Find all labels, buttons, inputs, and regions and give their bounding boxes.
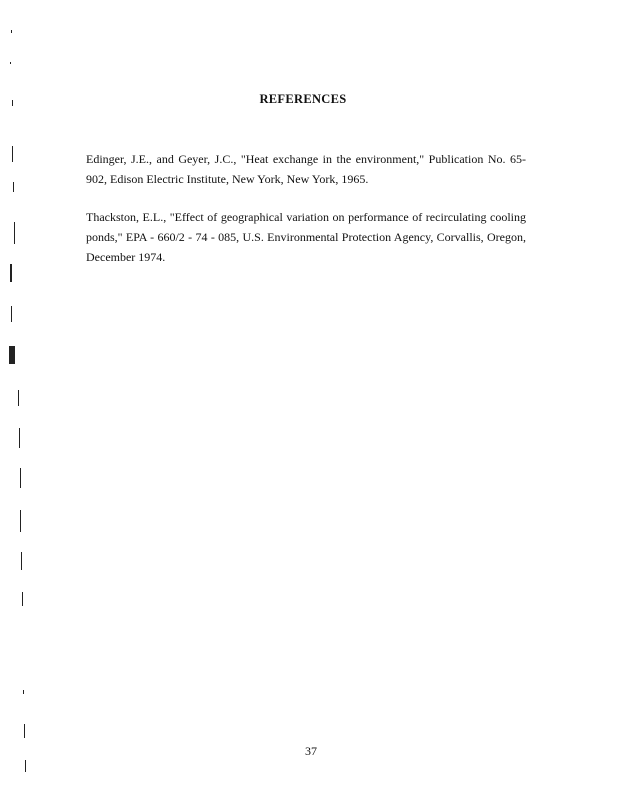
scan-mark	[14, 222, 15, 244]
scan-mark	[11, 30, 12, 33]
scan-mark	[20, 468, 21, 488]
scan-mark	[11, 306, 12, 322]
scan-mark	[12, 146, 13, 162]
scan-mark	[22, 592, 23, 606]
scan-mark	[23, 690, 24, 694]
scan-mark	[10, 62, 11, 64]
scan-margin-artifacts	[0, 0, 40, 800]
reference-entry-edinger: Edinger, J.E., and Geyer, J.C., "Heat exchange in the environment," Publication No. 65-902, Edison Electric Institute, New York, New York, 1965.	[86, 152, 526, 186]
reference-entry-thackston: Thackston, E.L., "Effect of geographical variation on performance of recirculating cooling ponds," EPA - 660/2 - 74 - 085, U.S. Environmental Protection Agency, Corvallis, Oregon, December 1974.	[86, 210, 526, 264]
page-number: 37	[305, 744, 317, 758]
references-list	[86, 149, 526, 285]
scan-mark	[21, 552, 22, 570]
scan-mark	[13, 182, 14, 192]
scan-mark	[19, 428, 20, 448]
scan-mark	[24, 724, 25, 738]
scan-mark	[18, 390, 19, 406]
scan-mark	[10, 264, 12, 282]
scan-mark	[9, 346, 15, 364]
page-title: REFERENCES	[259, 92, 347, 106]
scan-mark	[20, 510, 21, 532]
scan-mark	[25, 760, 26, 772]
